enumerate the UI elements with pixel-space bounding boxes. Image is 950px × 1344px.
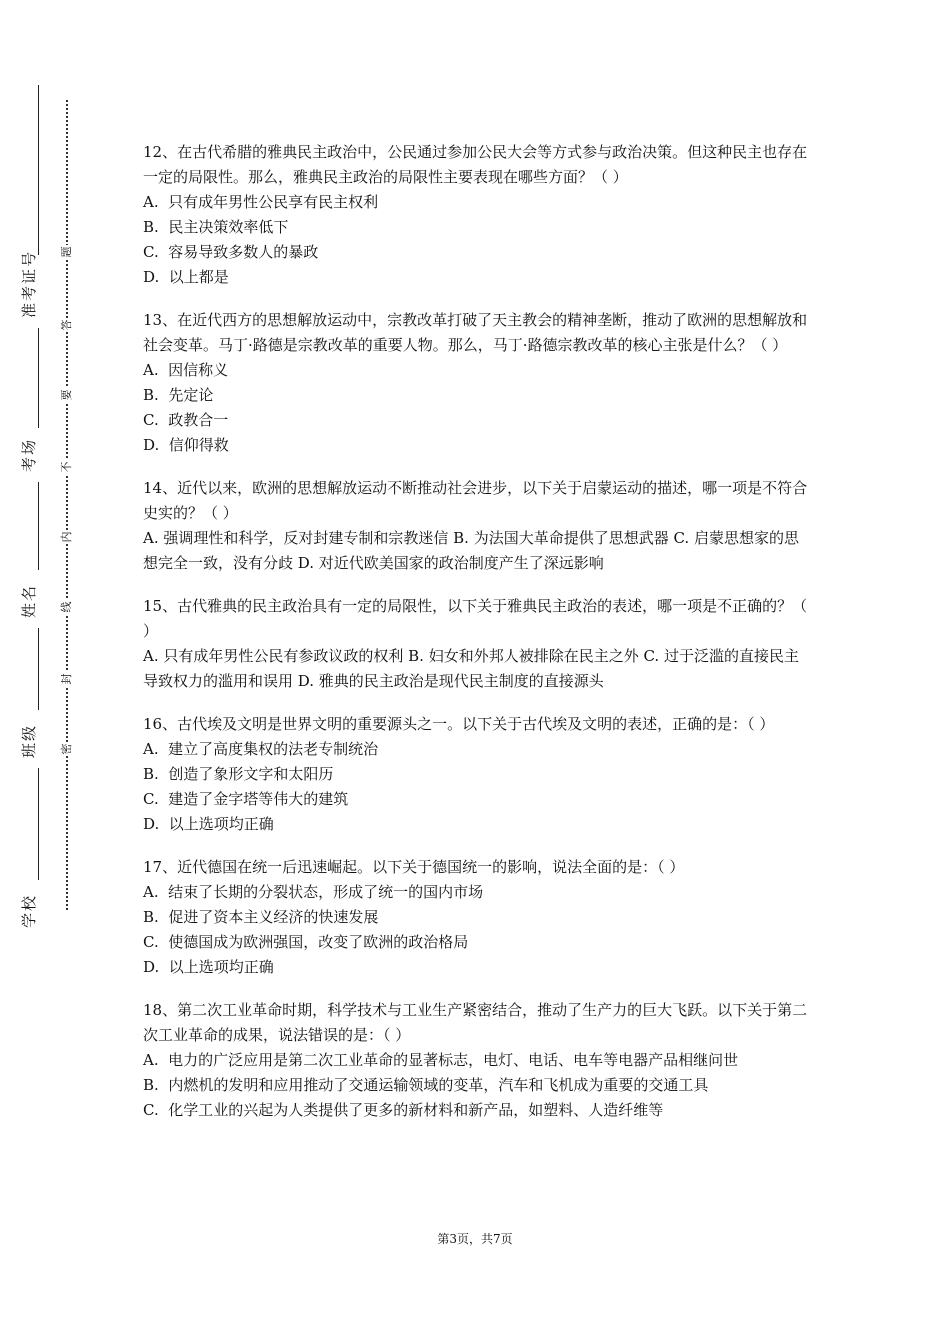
question-list: [143, 140, 811, 1141]
option-a: A. 结束了长期的分裂状态，形成了统一的国内市场: [143, 883, 484, 901]
option-a: A. 只有成年男性公民享有民主权利: [143, 193, 379, 211]
question-18: [143, 998, 811, 1123]
option-c: C. 建造了金字塔等伟大的建筑: [143, 790, 349, 808]
question-17: [143, 855, 811, 980]
field-label-name: 姓名: [20, 583, 38, 618]
page-number: 第3页，共7页: [437, 1232, 513, 1246]
seal-char: 要: [60, 389, 73, 401]
option-d: D. 以上都是: [143, 268, 229, 286]
option-c: C. 化学工业的兴起为人类提供了更多的新材料和新产品，如塑料、人造纤维等: [143, 1101, 664, 1119]
question-text: 12、在古代希腊的雅典民主政治中，公民通过参加公民大会等方式参与政治决策。但这种民主也存在一定的局限性。那么，雅典民主政治的局限性主要表现在哪些方面？（ ）: [143, 143, 808, 186]
field-label-exam-room: 考场: [20, 437, 38, 472]
field-label-class: 班级: [20, 723, 38, 758]
seal-char: 答: [60, 319, 73, 331]
field-line: [38, 482, 39, 570]
question-15: [143, 594, 811, 694]
seal-char: 封: [60, 673, 73, 685]
question-16: [143, 712, 811, 837]
option-b: B. 促进了资本主义经济的快速发展: [143, 908, 379, 926]
option-b: B. 先定论: [143, 386, 214, 404]
option-a: A. 电力的广泛应用是第二次工业革命的显著标志，电灯、电话、电车等电器产品相继问世: [143, 1051, 739, 1069]
question-14: [143, 476, 811, 576]
seal-dotted-line: [66, 100, 68, 910]
field-line: [38, 628, 39, 710]
binding-margin: [0, 0, 110, 1344]
field-label-exam-number: 准考证号: [20, 249, 38, 318]
field-line: [38, 768, 39, 880]
question-12: [143, 140, 811, 290]
option-c: C. 使德国成为欧洲强国，改变了欧洲的政治格局: [143, 933, 469, 951]
question-13: [143, 308, 811, 458]
option-c: C. 政教合一: [143, 411, 229, 429]
field-label-school: 学校: [20, 893, 38, 928]
seal-char: 线: [60, 601, 73, 613]
seal-char: 不: [60, 461, 73, 473]
seal-char: 题: [60, 246, 73, 258]
field-line: [38, 328, 39, 428]
option-d: D. 以上选项均正确: [143, 815, 274, 833]
option-a: A. 因信称义: [143, 361, 229, 379]
question-options-inline: A. 强调理性和科学，反对封建专制和宗教迷信 B. 为法国大革命提供了思想武器 C. 启蒙思想家的思想完全一致，没有分歧 D. 对近代欧美国家的政治制度产生了深远影响: [143, 529, 799, 572]
seal-char: 内: [60, 531, 73, 543]
question-text: 16、古代埃及文明是世界文明的重要源头之一。以下关于古代埃及文明的表述，正确的是：（ ）: [143, 715, 775, 733]
field-line: [38, 85, 39, 255]
question-options-inline: A. 只有成年男性公民有参政议政的权利 B. 妇女和外邦人被排除在民主之外 C. 过于泛滥的直接民主导致权力的滥用和误用 D. 雅典的民主政治是现代民主制度的直接源头: [143, 647, 799, 690]
option-d: D. 以上选项均正确: [143, 958, 274, 976]
question-text: 15、古代雅典的民主政治具有一定的局限性，以下关于雅典民主政治的表述，哪一项是不正确的？（ ）: [143, 597, 808, 640]
question-text: 17、近代德国在统一后迅速崛起。以下关于德国统一的影响，说法全面的是：（ ）: [143, 858, 685, 876]
option-b: B. 民主决策效率低下: [143, 218, 289, 236]
question-text: 14、近代以来，欧洲的思想解放运动不断推动社会进步，以下关于启蒙运动的描述，哪一项是不符合史实的？（ ）: [143, 479, 808, 522]
option-d: D. 信仰得救: [143, 436, 229, 454]
option-b: B. 创造了象形文字和太阳历: [143, 765, 334, 783]
question-text: 13、在近代西方的思想解放运动中，宗教改革打破了天主教会的精神垄断，推动了欧洲的思想解放和社会变革。马丁·路德是宗教改革的重要人物。那么，马丁·路德宗教改革的核心主张是什么？（ ）: [143, 311, 808, 354]
seal-char: 密: [60, 743, 73, 755]
option-c: C. 容易导致多数人的暴政: [143, 243, 319, 261]
option-b: B. 内燃机的发明和应用推动了交通运输领域的变革，汽车和飞机成为重要的交通工具: [143, 1076, 709, 1094]
question-text: 18、第二次工业革命时期，科学技术与工业生产紧密结合，推动了生产力的巨大飞跃。以下关于第二次工业革命的成果，说法错误的是：（ ）: [143, 1001, 808, 1044]
option-a: A. 建立了高度集权的法老专制统治: [143, 740, 379, 758]
